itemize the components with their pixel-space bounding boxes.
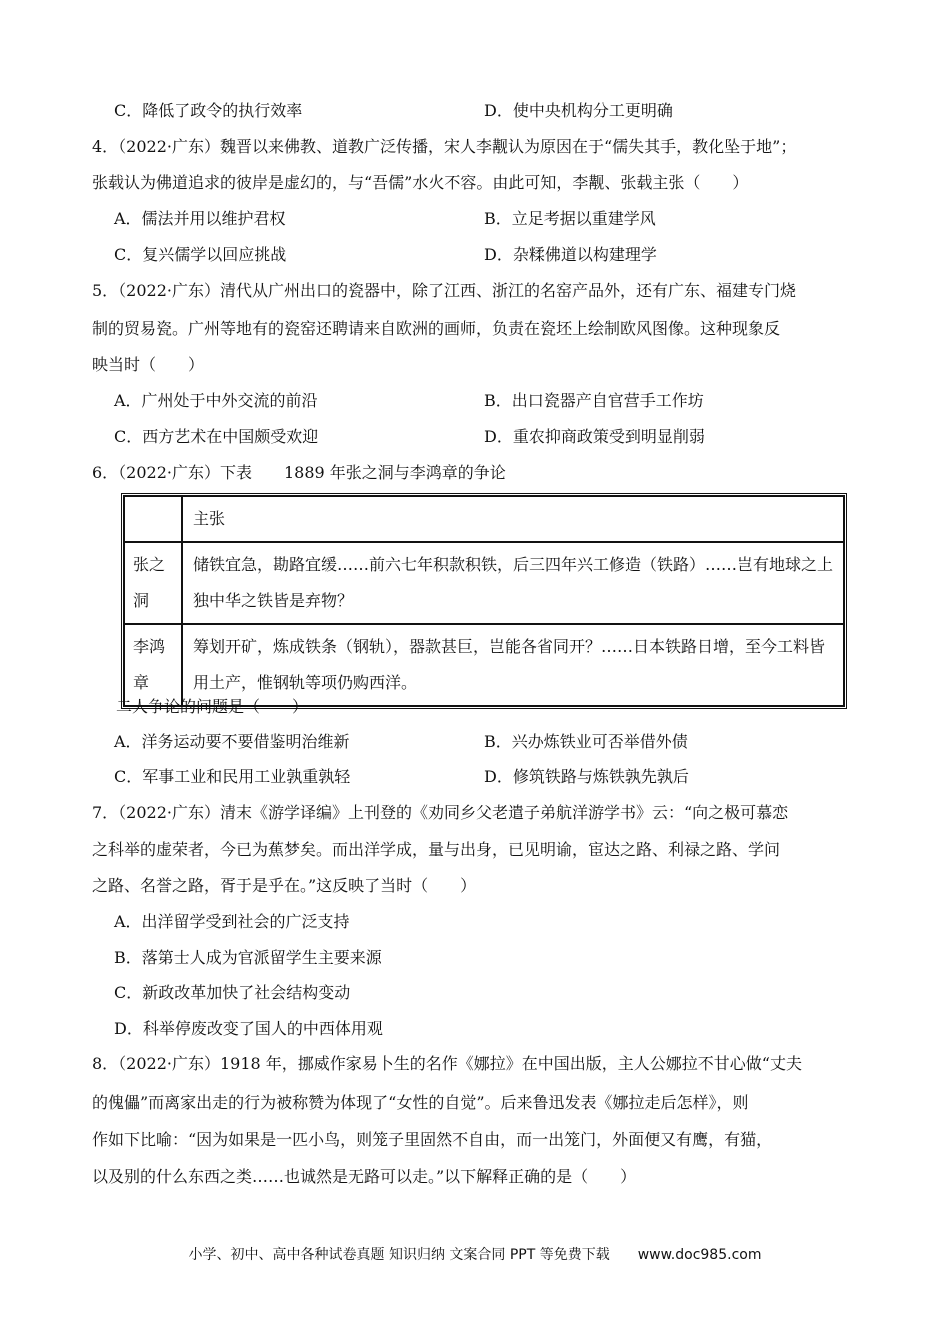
table-header-blank (124, 496, 182, 542)
q8-stem-line1: 8．（2022·广东）1918 年，挪威作家易卜生的名作《娜拉》在中国出版，主人公娜拉不甘心做“丈夫 (92, 1054, 802, 1073)
q7-option-d: D．科举停废改变了国人的中西体用观 (114, 1019, 383, 1038)
q8-stem-line4: 以及别的什么东西之类……也诚然是无路可以走。”以下解释正确的是（ ） (92, 1167, 637, 1186)
q6-debate-table (121, 493, 847, 709)
q7-stem-line1: 7．（2022·广东）清末《游学译编》上刊登的《劝同乡父老遣子弟航洋游学书》云：“向之极可慕恋 (92, 803, 789, 822)
page-footer: 小学、初中、高中各种试卷真题 知识归纳 文案合同 PPT 等免费下载 www.doc985.com (188, 1247, 762, 1263)
q7-stem-line2: 之科举的虚荣者，今已为蕉梦矣。而出洋学成，量与出身，已见明谕，宦达之路、利禄之路、学问 (92, 840, 781, 859)
table-row (124, 542, 844, 624)
q8-stem-line3: 作如下比喻：“因为如果是一匹小鸟，则笼子里固然不自由，而一出笼门，外面便又有鹰，有猫， (92, 1130, 773, 1149)
q4-stem-line1: 4．（2022·广东）魏晋以来佛教、道教广泛传播，宋人李觏认为原因在于“儒失其手，教化坠于地”； (92, 137, 797, 156)
q4-stem-line2: 张载认为佛道追求的彼岸是虚幻的，与“吾儒”水火不容。由此可知，李觏、张载主张（ ） (92, 173, 749, 192)
q4-option-b: B．立足考据以重建学风 (484, 209, 656, 228)
q3-option-d: D．使中央机构分工更明确 (484, 101, 673, 120)
q5-option-c: C．西方艺术在中国颇受欢迎 (114, 427, 319, 446)
q6-question: 二人争论的问题是（ ） (116, 697, 309, 716)
q5-stem-line2: 制的贸易瓷。广州等地有的瓷窑还聘请来自欧洲的画师，负责在瓷坯上绘制欧风图像。这种现象反 (92, 319, 781, 338)
q5-stem-line3: 映当时（ ） (92, 355, 205, 374)
q3-option-c: C．降低了政令的执行效率 (114, 101, 303, 120)
table-cell-zhang-claim: 储铁宜急，勘路宜缓……前六七年积款积铁，后三四年兴工修造（铁路）……岂有地球之上独中华之铁皆是弃物？ (182, 542, 844, 624)
table-row (124, 624, 844, 706)
q6-option-b: B．兴办炼铁业可否举借外债 (484, 732, 688, 751)
table-header-row (124, 496, 844, 542)
q6-option-c: C．军事工业和民用工业孰重孰轻 (114, 767, 351, 786)
q5-stem-line1: 5．（2022·广东）清代从广州出口的瓷器中，除了江西、浙江的名窑产品外，还有广东、福建专门烧 (92, 281, 796, 300)
q4-option-a: A．儒法并用以维护君权 (114, 209, 286, 228)
q6-option-d: D．修筑铁路与炼铁孰先孰后 (484, 767, 689, 786)
table-cell-li-name: 李鸿章 (124, 624, 182, 706)
table-cell-zhang-name: 张之洞 (124, 542, 182, 624)
q8-stem-line2: 的傀儡”而离家出走的行为被称赞为体现了“女性的自觉”。后来鲁迅发表《娜拉走后怎样》，则 (92, 1093, 749, 1112)
q5-option-b: B．出口瓷器产自官营手工作坊 (484, 391, 704, 410)
q6-stem-line1: 6．（2022·广东）下表 1889 年张之洞与李鸿章的争论 (92, 463, 506, 482)
q7-stem-line3: 之路、名誉之路，胥于是乎在。”这反映了当时（ ） (92, 876, 477, 895)
table-header-claim: 主张 (182, 496, 844, 542)
table-cell-li-claim: 筹划开矿，炼成铁条（钢轨），器款甚巨，岂能各省同开？……日本铁路日增，至今工料皆用土产，惟钢轨等项仍购西洋。 (182, 624, 844, 706)
q7-option-a: A．出洋留学受到社会的广泛支持 (114, 912, 350, 931)
q6-option-a: A．洋务运动要不要借鉴明治维新 (114, 732, 350, 751)
q4-option-c: C．复兴儒学以回应挑战 (114, 245, 287, 264)
q5-option-d: D．重农抑商政策受到明显削弱 (484, 427, 705, 446)
q7-option-c: C．新政改革加快了社会结构变动 (114, 983, 351, 1002)
q7-option-b: B．落第士人成为官派留学生主要来源 (114, 948, 382, 967)
q5-option-a: A．广州处于中外交流的前沿 (114, 391, 318, 410)
q4-option-d: D．杂糅佛道以构建理学 (484, 245, 657, 264)
